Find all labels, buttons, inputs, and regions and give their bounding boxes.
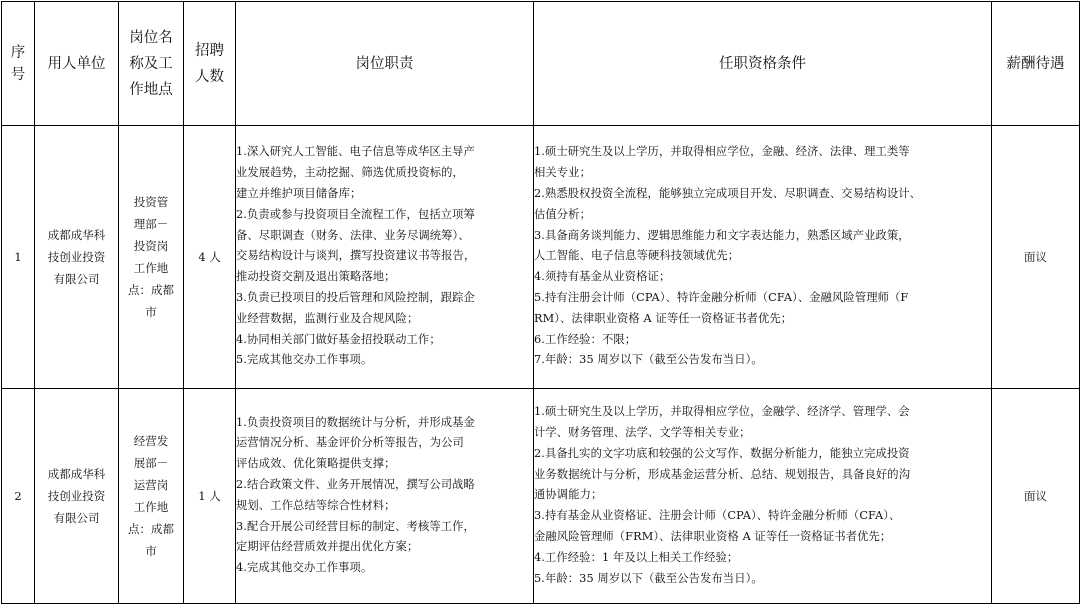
position-line: 经营发 — [133, 433, 169, 448]
qualification-line: 3.持有基金从业资格证、注册会计师（CPA）、特许金融分析师（CFA）、 — [534, 509, 901, 523]
row-duties — [236, 126, 534, 389]
position-line: 工作地 — [133, 499, 169, 514]
duty-line: 5.完成其他交办工作事项。 — [236, 353, 373, 367]
header-seq — [2, 2, 35, 126]
duty-line: 业发展趋势，主动挖掘、筛选优质投资标的， — [236, 166, 464, 180]
duty-line: 交易结构设计与谈判，撰写投资建议书等报告， — [236, 249, 476, 263]
header-row — [2, 2, 1080, 126]
row-duties — [236, 388, 534, 603]
employer-line: 技创业投资 — [47, 488, 106, 503]
qualification-line: 3.具备商务谈判能力、逻辑思维能力和文字表达能力，熟悉区域产业政策， — [534, 228, 910, 242]
header-seq-line: 序 — [10, 44, 26, 61]
duty-line: 1.深入研究人工智能、电子信息等成华区主导产 — [236, 145, 475, 159]
row-salary: 面议 — [992, 126, 1080, 389]
duty-line: 2.负责或参与投资项目全流程工作，包括立项筹 — [236, 207, 475, 221]
employer-line: 成都成华科 — [47, 227, 106, 242]
row-headcount: 4 人 — [184, 126, 236, 389]
qualification-line: 5.持有注册会计师（CPA）、特许金融分析师（CFA）、金融风险管理师（F — [534, 290, 909, 304]
header-position-line: 称及工 — [129, 55, 173, 72]
header-seq-line: 号 — [10, 66, 26, 83]
duty-line: 1.负责投资项目的数据统计与分析，并形成基金 — [236, 415, 475, 429]
position-line: 市 — [145, 543, 157, 558]
header-position — [119, 2, 184, 126]
header-headcount-line: 人数 — [195, 68, 224, 85]
duty-line: 定期评估经营质效并提出优化方案； — [236, 540, 419, 554]
duty-line: 3.配合开展公司经营目标的制定、考核等工作， — [236, 519, 475, 533]
row-employer — [35, 388, 119, 603]
row-qualifications — [534, 388, 992, 603]
employer-line: 成都成华科 — [47, 466, 106, 481]
qualification-line: 6.工作经验：不限； — [534, 332, 637, 346]
employer-line: 有限公司 — [53, 271, 100, 286]
row-seq: 2 — [2, 388, 35, 603]
duty-line: 业经营数据，监测行业及合规风险； — [236, 311, 419, 325]
row-qualifications — [534, 126, 992, 389]
qualification-line: 相关专业； — [534, 166, 591, 180]
position-line: 市 — [145, 304, 157, 319]
qualification-line: 1.硕士研究生及以上学历，并取得相应学位，金融学、经济学、管理学、会 — [534, 405, 910, 419]
table-row — [2, 126, 1080, 389]
duty-line: 备、尽职调查（财务、法律、业务尽调统筹）、 — [236, 228, 470, 242]
position-line: 理部－ — [133, 216, 169, 231]
qualification-line: 通协调能力； — [534, 488, 603, 502]
qualification-line: 业务数据统计与分析，形成基金运营分析、总结、规划报告，具备良好的沟 — [534, 467, 911, 481]
job-table — [1, 1, 1080, 604]
row-salary: 面议 — [992, 388, 1080, 603]
header-position-line: 作地点 — [129, 81, 173, 98]
header-employer: 用人单位 — [35, 2, 119, 126]
duty-line: 推动投资交割及退出策略落地； — [236, 270, 396, 284]
position-line: 运营岗 — [133, 477, 169, 492]
row-headcount: 1 人 — [184, 388, 236, 603]
qualification-line: 7.年龄：35 周岁以下（截至公告发布当日）。 — [534, 353, 763, 367]
qualification-line: 估值分析； — [534, 207, 591, 221]
duty-line: 2.结合政策文件、业务开展情况，撰写公司战略 — [236, 477, 475, 491]
position-line: 投资管 — [133, 194, 169, 209]
employer-line: 有限公司 — [53, 510, 100, 525]
qualification-line: 2.具备扎实的文字功底和较强的公文写作、数据分析能力，能独立完成投资 — [534, 446, 910, 460]
duty-line: 评估成效、优化策略提供支撑； — [236, 457, 396, 471]
header-qualifications: 任职资格条件 — [534, 2, 992, 126]
duty-line: 建立并维护项目储备库； — [236, 186, 362, 200]
row-position — [119, 388, 184, 603]
qualification-line: 人工智能、电子信息等硬科技领域优先； — [534, 249, 740, 263]
qualification-line: RM）、法律职业资格 A 证等任一资格证书者优先； — [534, 311, 793, 325]
header-position-line: 岗位名 — [129, 29, 173, 46]
qualification-line: 计学、财务管理、法学、文学等相关专业； — [534, 425, 751, 439]
table-row — [2, 388, 1080, 603]
duty-line: 3.负责已投项目的投后管理和风险控制，跟踪企 — [236, 290, 475, 304]
header-headcount — [184, 2, 236, 126]
qualification-line: 4.须持有基金从业资格证； — [534, 270, 671, 284]
header-salary: 薪酬待遇 — [992, 2, 1080, 126]
qualification-line: 金融风险管理师（FRM）、法律职业资格 A 证等任一资格证书者优先； — [534, 529, 892, 543]
duty-line: 4.完成其他交办工作事项。 — [236, 561, 373, 575]
position-line: 点：成都 — [128, 521, 174, 536]
row-employer — [35, 126, 119, 389]
row-seq: 1 — [2, 126, 35, 389]
qualification-line: 2.熟悉股权投资全流程，能够独立完成项目开发、尽职调查、交易结构设计、 — [534, 186, 922, 200]
position-line: 展部－ — [133, 455, 169, 470]
duty-line: 规划、工作总结等综合性材料； — [236, 498, 396, 512]
duty-line: 4.协同相关部门做好基金招投联动工作； — [236, 332, 441, 346]
position-line: 点：成都 — [128, 282, 174, 297]
qualification-line: 1.硕士研究生及以上学历，并取得相应学位，金融、经济、法律、理工类等 — [534, 145, 910, 159]
qualification-line: 4.工作经验：1 年及以上相关工作经验； — [534, 550, 739, 564]
qualification-line: 5.年龄：35 周岁以下（截至公告发布当日）。 — [534, 571, 763, 585]
employer-line: 技创业投资 — [47, 249, 106, 264]
header-headcount-line: 招聘 — [195, 42, 224, 59]
header-duties: 岗位职责 — [236, 2, 534, 126]
position-line: 投资岗 — [133, 238, 169, 253]
duty-line: 运营情况分析、基金评价分析等报告，为公司 — [236, 436, 464, 450]
row-position — [119, 126, 184, 389]
position-line: 工作地 — [133, 260, 169, 275]
